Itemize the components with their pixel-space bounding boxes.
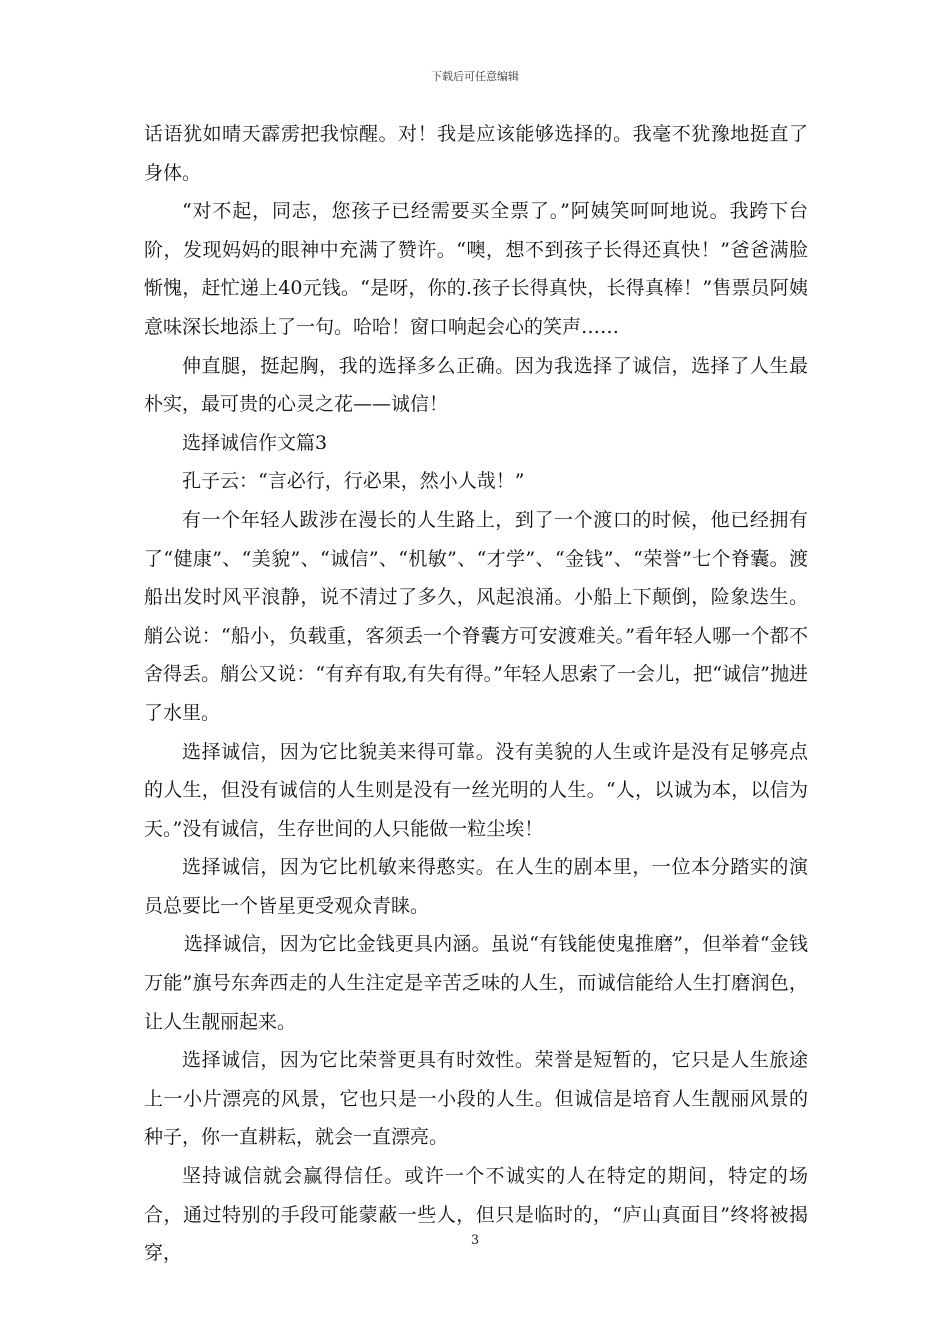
header-note: 下载后可任意编辑	[431, 70, 519, 83]
paragraph-7: 选择诚信，因为它比金钱更具内涵。虽说“有钱能使鬼推磨”，但举着“金钱万能”旗号东奔西走的人生注定是辛苦乏味的人生，而诚信能给人生打磨润色，让人生靓丽起来。	[144, 933, 808, 1033]
document-body	[144, 115, 808, 1273]
paragraph-6: 选择诚信，因为它比机敏来得憨实。在人生的剧本里，一位本分踏实的演员总要比一个皆星更受观众青睐。	[144, 856, 808, 917]
section-heading: 选择诚信作文篇3	[182, 431, 328, 454]
paragraph-1: 话语犹如晴天霹雳把我惊醒。对！我是应该能够选择的。我毫不犹豫地挺直了身体。	[144, 123, 808, 184]
paragraph-2: “对不起，同志，您孩子已经需要买全票了。”阿姨笑呵呵地说。我跨下台阶，发现妈妈的眼神中充满了赞许。“噢，想不到孩子长得还真快！”爸爸满脸惭愧，赶忙递上40元钱。“是呀，你的.孩子长得真快，长得真棒！”售票员阿姨意味深长地添上了一句。哈哈！窗口响起会心的笑声……	[144, 200, 808, 338]
paragraph-8: 选择诚信，因为它比荣誉更具有时效性。荣誉是短暂的，它只是人生旅途上一小片漂亮的风景，它也只是一小段的人生。但诚信是培育人生靓丽风景的种子，你一直耕耘，就会一直漂亮。	[144, 1049, 808, 1149]
page-number: 3	[470, 1233, 480, 1248]
paragraph-4: 有一个年轻人跋涉在漫长的人生路上，到了一个渡口的时候，他已经拥有了“健康”、“美貌”、“诚信”、“机敏”、“才学”、“金钱”、“荣誉”七个脊囊。渡船出发时风平浪静，说不清过了多久，风起浪涌。小船上下颠倒，险象迭生。艄公说：“船小，负载重，客须丢一个脊囊方可安渡难关。”看年轻人哪一个都不舍得丢。艄公又说：“有弃有取,有失有得。”年轻人思索了一会儿，把“诚信”抛进了水里。	[144, 508, 808, 724]
paragraph-quote: 孔子云：“言必行，行必果，然小人哉！”	[182, 470, 525, 493]
paragraph-5: 选择诚信，因为它比貌美来得可靠。没有美貌的人生或许是没有足够亮点的人生，但没有诚信的人生则是没有一丝光明的人生。“人，以诚为本，以信为天。”没有诚信，生存世间的人只能做一粒尘埃！	[144, 740, 808, 840]
paragraph-9: 坚持诚信就会赢得信任。或许一个不诚实的人在特定的期间，特定的场合，通过特别的手段可能蒙蔽一些人，但只是临时的，“庐山真面目”终将被揭穿，	[144, 1165, 808, 1265]
paragraph-3: 伸直腿，挺起胸，我的选择多么正确。因为我选择了诚信，选择了人生最朴实，最可贵的心灵之花——诚信！	[144, 354, 808, 416]
